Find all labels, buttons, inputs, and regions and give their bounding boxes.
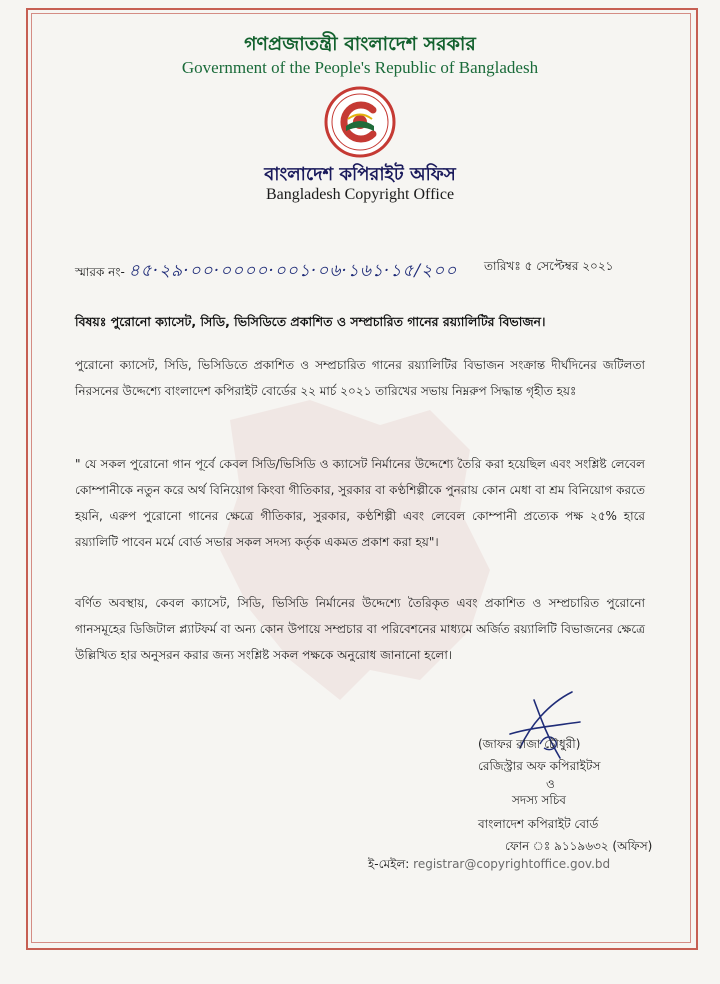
paragraph-request: বর্ণিত অবস্থায়, কেবল ক্যাসেট, সিডি, ভিসিডি নির্মানের উদ্দেশ্যে তৈরিকৃত এবং প্রকাশিত ও সম্প্রচারিত পুরোনো গানসমূহের ডিজিটাল প্ল্যাটফর্ম বা অন্য কোন উপায়ে সম্প্রচার বা পরিবেশনের মাধ্যমে অর্জিত রয়্যালিটি বিভাজনের ক্ষেত্রে উল্লিখিত হার অনুসরন করার জন্য সংশ্লিষ্ট সকল পক্ষকে অনুরোধ জানানো হলো।: [75, 596, 645, 662]
signatory-member-secretary: সদস্য সচিব: [512, 793, 566, 807]
signatory-name: (জাফর রাজা চৌধুরী): [478, 737, 581, 751]
email-address[interactable]: registrar@copyrightoffice.gov.bd: [413, 857, 611, 871]
paragraph-intro: পুরোনো ক্যাসেট, সিডি, ভিসিডিতে প্রকাশিত ও সম্প্রচারিত গানের রয়্যালিটির বিভাজন সংক্রান্ত দীর্ঘদিনের জটিলতা নিরসনের উদ্দেশ্যে বাংলাদেশ কপিরাইট বোর্ডের ২২ মার্চ ২০২১ তারিখের সভায় নিম্নরুপ সিদ্ধান্ত গৃহীত হয়ঃ: [75, 358, 645, 398]
government-title-bn: গণপ্রজাতন্ত্রী বাংলাদেশ সরকার: [244, 33, 476, 55]
email-label: ই-মেইল:: [368, 857, 410, 871]
reference-number: ৪৫·২৯·০০·০০০০·০০১·০৬·১৬১·১৫/২০০: [128, 261, 458, 281]
signatory-connector: ও: [546, 777, 555, 791]
signatory-title: রেজিস্ট্রার অফ কপিরাইটস: [478, 759, 601, 773]
government-title-en: Government of the People's Republic of Bangladesh: [181, 58, 539, 77]
signatory-board: বাংলাদেশ কপিরাইট বোর্ড: [478, 817, 599, 831]
office-title-en: Bangladesh Copyright Office: [265, 186, 455, 203]
signatory-phone: ফোন ঃ ৯১১৯৬৩২ (অফিস): [505, 839, 653, 853]
office-title-bn: বাংলাদেশ কপিরাইট অফিস: [264, 164, 456, 185]
paragraph-decision-quote: " যে সকল পুরোনো গান পূর্বে কেবল সিডি/ভিসিডি ও ক্যাসেট নির্মানের উদ্দেশ্যে তৈরি করা হয়েছিল এবং সংশ্লিষ্ট লেবেল কোম্পানীকে নতুন করে অর্থ বিনিয়োগ কিংবা গীতিকার, সুরকার বা কণ্ঠশিল্পীকে পুনরায় কোন মেধা বা শ্রম বিনিয়োগ করতে হয়নি, এরুপ পুরোনো গানের ক্ষেত্রে গীতিকার, সুরকার, কণ্ঠশিল্পী এবং লেবেল কোম্পানী প্রত্যেক পক্ষ ২৫% হারে রয়্যালিটি পাবেন মর্মে বোর্ড সভার সকল সদস্য কর্তৃক একমত প্রকাশ করা হয়"।: [75, 457, 645, 549]
reference-date: তারিখঃ ৫ সেপ্টেম্বর ২০২১: [484, 259, 614, 273]
subject-line: বিষয়ঃ পুরোনো ক্যাসেট, সিডি, ভিসিডিতে প্রকাশিত ও সম্প্রচারিত গানের রয়্যালিটির বিভাজন।: [75, 314, 546, 329]
copyright-office-logo: [320, 86, 400, 158]
email-line: [368, 856, 610, 876]
reference-label: স্মারক নং-: [75, 265, 125, 279]
